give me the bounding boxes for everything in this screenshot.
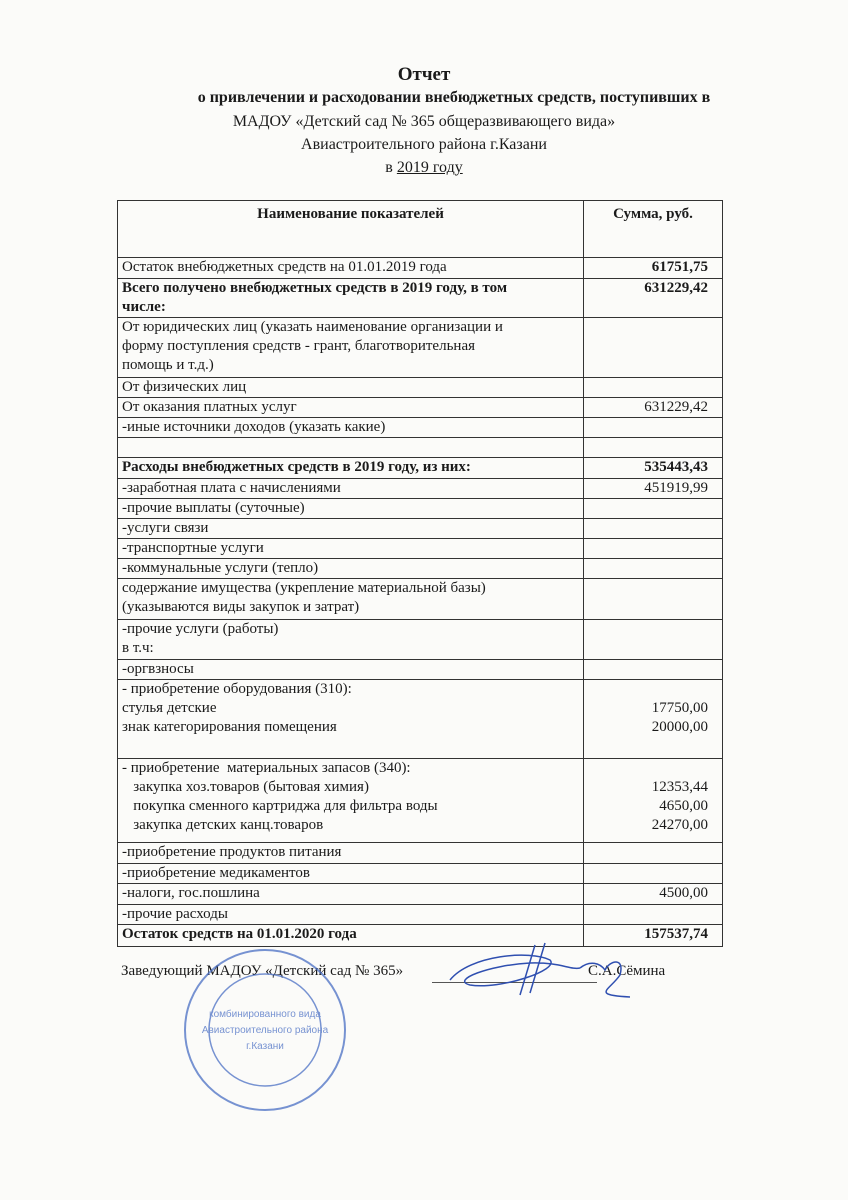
row-value — [584, 843, 723, 864]
row-value-line — [588, 905, 708, 924]
row-label-line: -приобретение продуктов питания — [122, 844, 342, 860]
row-label-line: От физических лиц — [122, 379, 247, 395]
row-value-line — [588, 378, 708, 397]
row-label-line: помощь и т.д.) — [122, 357, 214, 373]
row-value-line — [588, 579, 708, 598]
row-label — [118, 418, 584, 438]
row-label — [118, 438, 584, 458]
organization-name: МАДОУ «Детский сад № 365 общеразвивающего вида» — [232, 113, 616, 130]
row-value — [584, 759, 723, 843]
table-row — [118, 620, 723, 660]
row-value-line — [588, 418, 708, 437]
table-row — [118, 884, 723, 905]
table-row — [118, 519, 723, 539]
row-label-line: форму поступления средств - грант, благотворительная — [122, 338, 475, 354]
report-year — [0, 159, 848, 177]
row-value — [584, 660, 723, 680]
official-stamp — [180, 945, 350, 1115]
table-row — [118, 905, 723, 925]
row-label-line: содержание имущества (укрепление материальной базы) — [122, 580, 486, 596]
table-row — [118, 843, 723, 864]
row-value — [584, 279, 723, 318]
row-value-line: 4500,00 — [659, 885, 708, 901]
document-subtitle: о привлечении и расходовании внебюджетных средств, поступивших в — [197, 89, 711, 106]
handwritten-signature — [440, 935, 660, 1015]
table-row — [118, 680, 723, 759]
row-label-line: -оргвзносы — [122, 661, 194, 677]
signature-position: Заведующий МАДОУ «Детский сад № 365» — [121, 963, 404, 979]
table-row — [118, 458, 723, 479]
signer-name: С.А.Сёмина — [588, 963, 666, 979]
row-value — [584, 318, 723, 378]
year-prefix: в — [385, 159, 397, 176]
table-row — [118, 579, 723, 620]
row-label — [118, 864, 584, 884]
district-name: Авиастроительного района г.Казани — [301, 136, 547, 153]
row-label-line: Остаток внебюджетных средств на 01.01.2019 года — [122, 259, 447, 275]
row-label — [118, 579, 584, 620]
row-value — [584, 905, 723, 925]
row-label-line: Расходы внебюджетных средств в 2019 году, из них: — [122, 459, 471, 475]
table-row — [118, 418, 723, 438]
document-title: Отчет — [397, 64, 451, 85]
row-label — [118, 499, 584, 519]
row-value-line: 61751,75 — [651, 259, 708, 275]
table-row — [118, 539, 723, 559]
row-label-line: -приобретение медикаментов — [122, 865, 310, 881]
row-value-line — [588, 680, 708, 699]
svg-text:Авиастроительного района: Авиастроительного района — [201, 1025, 329, 1036]
row-value-line — [588, 660, 708, 679]
row-value-line — [588, 843, 708, 862]
row-label — [118, 458, 584, 479]
row-label — [118, 378, 584, 398]
row-label-line: -заработная плата с начислениями — [122, 480, 341, 496]
row-value — [584, 398, 723, 418]
row-value-line — [588, 438, 708, 457]
year-value: 2019 году — [396, 159, 463, 176]
row-value-line: 535443,43 — [644, 459, 708, 475]
report-table — [117, 200, 723, 947]
row-label-line: От юридических лиц (указать наименование организации и — [122, 319, 503, 335]
row-label — [118, 843, 584, 864]
row-label-line: закупка хоз.товаров (бытовая химия) — [122, 779, 369, 795]
table-row — [118, 759, 723, 843]
row-label — [118, 680, 584, 759]
row-value — [584, 479, 723, 499]
table-row — [118, 479, 723, 499]
row-label-line: закупка детских канц.товаров — [122, 817, 324, 833]
row-value-line — [588, 318, 708, 337]
row-label-line: (указываются виды закупок и затрат) — [122, 599, 360, 615]
row-label-line: -иные источники доходов (указать какие) — [122, 419, 386, 435]
row-label-line — [122, 438, 579, 457]
row-value-line — [588, 499, 708, 518]
row-value-line: 4650,00 — [659, 798, 708, 814]
row-value-line — [588, 559, 708, 578]
row-value-line: 24270,00 — [651, 817, 708, 833]
row-label-line: -услуги связи — [122, 520, 209, 536]
row-value-line: 20000,00 — [651, 719, 708, 735]
row-value-line: 17750,00 — [651, 700, 708, 716]
row-value — [584, 680, 723, 759]
row-value-line: 12353,44 — [651, 779, 708, 795]
row-value — [584, 559, 723, 579]
row-value-line — [588, 864, 708, 883]
row-value — [584, 418, 723, 438]
svg-text:комбинированного вида: комбинированного вида — [209, 1009, 321, 1020]
row-label-line — [122, 737, 579, 756]
row-label-line: -налоги, гос.пошлина — [122, 885, 260, 901]
row-value-line: 631229,42 — [644, 399, 708, 415]
row-value-line — [588, 759, 708, 778]
row-value — [584, 620, 723, 660]
row-label-line: - приобретение материальных запасов (340): — [122, 760, 411, 776]
row-value-line — [588, 620, 708, 639]
row-label-line: От оказания платных услуг — [122, 399, 297, 415]
row-label-line: -прочие расходы — [122, 906, 228, 922]
row-label-line: Всего получено внебюджетных средств в 2019 году, в том — [122, 280, 508, 296]
column-header-name: Наименование показателей — [118, 201, 584, 258]
table-row — [118, 438, 723, 458]
row-label-line: -прочие услуги (работы) — [122, 621, 279, 637]
row-label-line: -прочие выплаты (суточные) — [122, 500, 305, 516]
row-value — [584, 519, 723, 539]
row-value — [584, 378, 723, 398]
row-label-line: числе: — [122, 299, 166, 315]
row-value — [584, 499, 723, 519]
row-label — [118, 559, 584, 579]
table-row — [118, 318, 723, 378]
table-row — [118, 258, 723, 279]
row-label — [118, 258, 584, 279]
row-label — [118, 884, 584, 905]
row-label — [118, 318, 584, 378]
row-value-line — [588, 519, 708, 538]
row-value — [584, 864, 723, 884]
svg-text:г.Казани: г.Казани — [246, 1041, 284, 1052]
row-label-line: покупка сменного картриджа для фильтра воды — [122, 798, 438, 814]
table-row — [118, 499, 723, 519]
row-label — [118, 620, 584, 660]
row-label-line: - приобретение оборудования (310): — [122, 681, 352, 697]
row-value-line — [588, 539, 708, 558]
row-value — [584, 579, 723, 620]
row-value — [584, 258, 723, 279]
row-value-line — [588, 737, 708, 756]
table-row — [118, 279, 723, 318]
row-label-line: знак категорирования помещения — [122, 719, 337, 735]
row-label — [118, 398, 584, 418]
row-label-line: Остаток средств на 01.01.2020 года — [122, 926, 357, 942]
column-header-sum: Сумма, руб. — [584, 201, 723, 258]
row-value — [584, 539, 723, 559]
row-label — [118, 660, 584, 680]
table-row — [118, 398, 723, 418]
row-label-line: в т.ч: — [122, 640, 154, 656]
row-label — [118, 539, 584, 559]
row-value — [584, 438, 723, 458]
row-label — [118, 479, 584, 499]
row-value — [584, 458, 723, 479]
table-row — [118, 559, 723, 579]
row-value-line: 157537,74 — [644, 926, 708, 942]
table-row — [118, 660, 723, 680]
row-value-line: 631229,42 — [644, 280, 708, 296]
row-label — [118, 519, 584, 539]
row-value-line: 451919,99 — [644, 480, 708, 496]
table-row — [118, 864, 723, 884]
row-label — [118, 759, 584, 843]
row-value — [584, 884, 723, 905]
row-label-line: -транспортные услуги — [122, 540, 264, 556]
table-row — [118, 378, 723, 398]
row-label — [118, 905, 584, 925]
row-label-line: -коммунальные услуги (тепло) — [122, 560, 319, 576]
row-label — [118, 279, 584, 318]
row-label-line: стулья детские — [122, 700, 217, 716]
